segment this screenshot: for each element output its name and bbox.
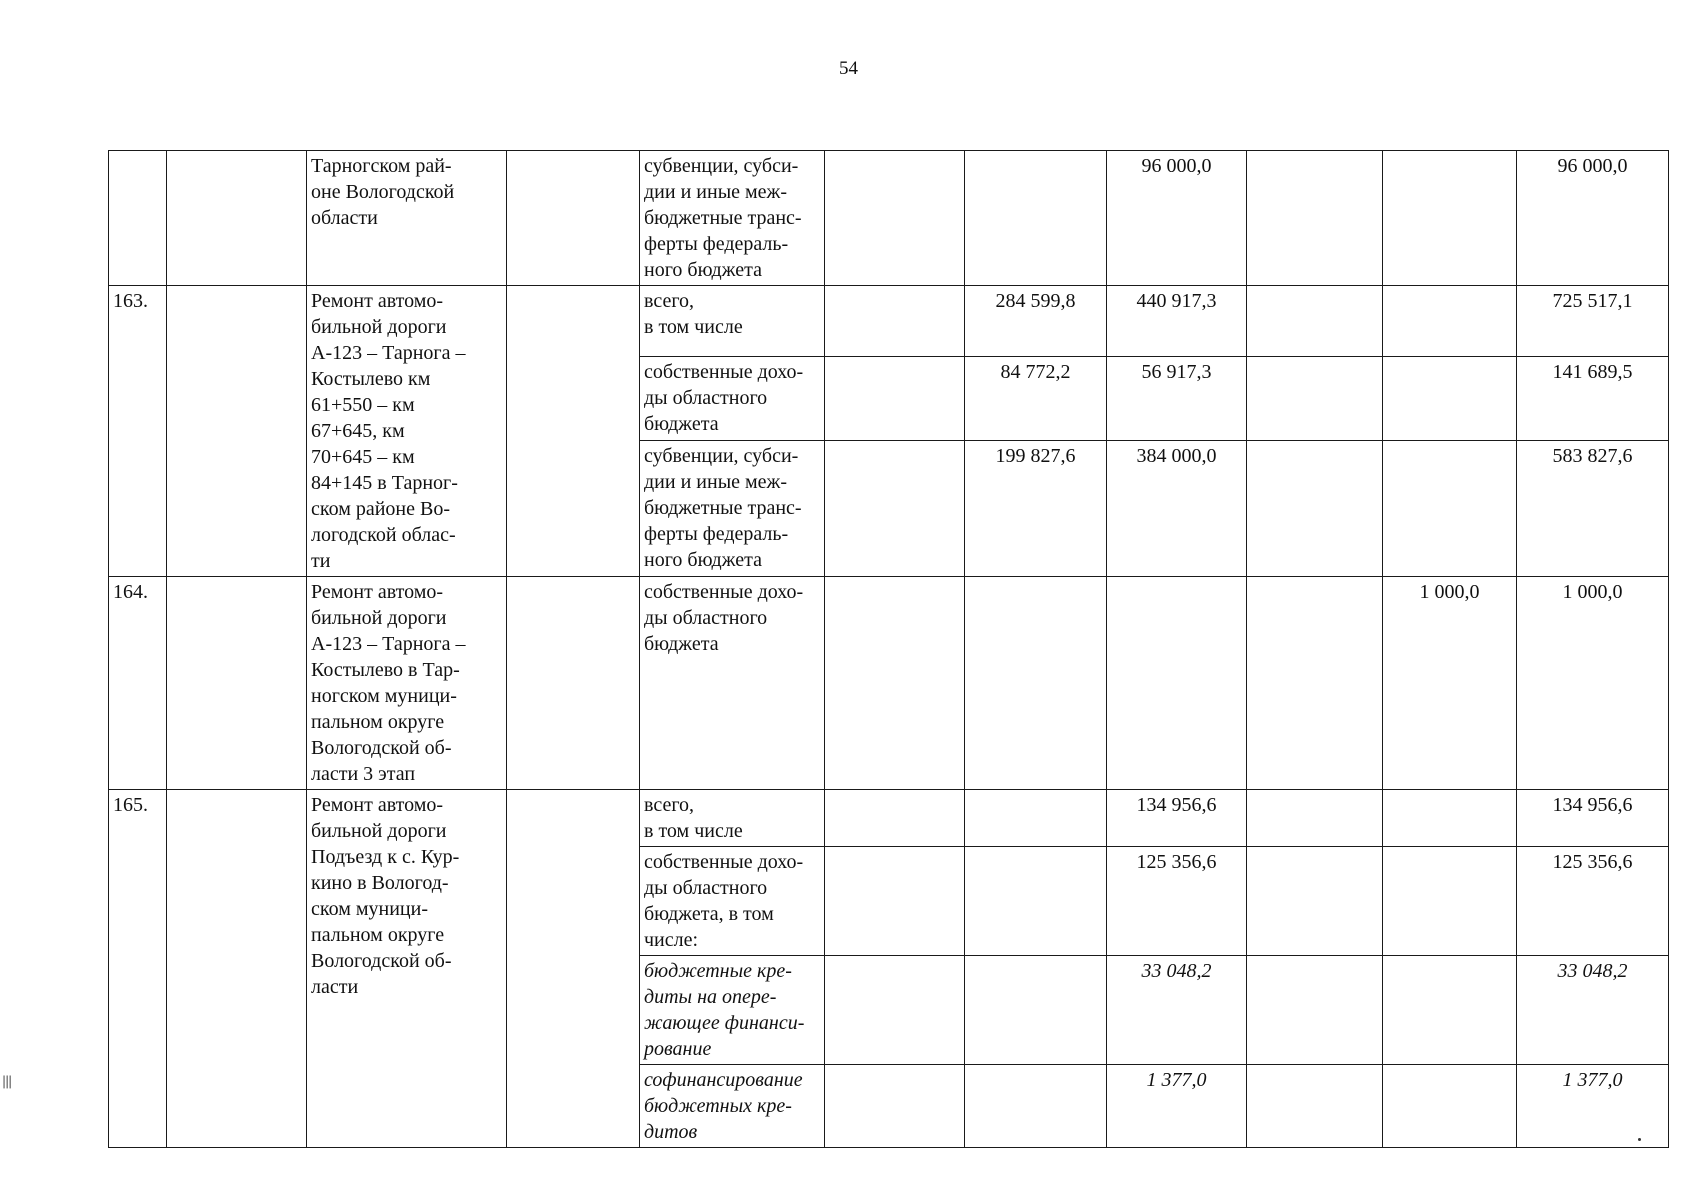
empty-cell <box>825 356 965 440</box>
empty-cell <box>825 790 965 847</box>
value-cell: 96 000,0 <box>1107 151 1247 286</box>
value-cell <box>1383 1065 1517 1148</box>
value-cell <box>1383 847 1517 956</box>
empty-cell <box>825 577 965 790</box>
value-cell <box>1383 440 1517 576</box>
empty-cell <box>167 286 307 577</box>
table-row <box>109 577 1669 790</box>
value-cell <box>1383 790 1517 847</box>
object-name-cell: Ремонт автомо- бильной дороги Подъезд к с. Кур- кино в Вологод- ском муници- пальном округе Вологодской об- ласти <box>307 790 507 1148</box>
empty-cell <box>167 151 307 286</box>
value-cell <box>1383 286 1517 357</box>
value-cell <box>1107 577 1247 790</box>
empty-cell <box>825 847 965 956</box>
value-cell <box>1247 956 1383 1065</box>
object-name-cell: Ремонт автомо- бильной дороги А-123 – Тарнога – Костылево в Тар- ногском муници- пальном округе Вологодской об- ласти 3 этап <box>307 577 507 790</box>
value-cell <box>965 847 1107 956</box>
value-cell: 33 048,2 <box>1107 956 1247 1065</box>
funding-source-cell: софинансирование бюджетных кре- дитов <box>640 1065 825 1148</box>
table-row <box>109 790 1669 847</box>
value-cell <box>1247 1065 1383 1148</box>
empty-cell <box>167 790 307 1148</box>
empty-cell <box>507 790 640 1148</box>
total-cell: 583 827,6 <box>1517 440 1669 576</box>
value-cell <box>1383 356 1517 440</box>
page-number: 54 <box>839 58 858 79</box>
value-cell <box>965 956 1107 1065</box>
value-cell: 1 377,0 <box>1107 1065 1247 1148</box>
value-cell <box>1247 790 1383 847</box>
value-cell <box>965 1065 1107 1148</box>
funding-source-cell: всего, в том числе <box>640 790 825 847</box>
budget-table <box>108 150 1669 1148</box>
row-number-cell: 165. <box>109 790 167 1148</box>
value-cell <box>965 151 1107 286</box>
funding-source-cell: собственные дохо- ды областного бюджета <box>640 356 825 440</box>
empty-cell <box>507 577 640 790</box>
funding-source-cell: субвенции, субси- дии и иные меж- бюджетные транс- ферты федераль- ного бюджета <box>640 151 825 286</box>
funding-source-cell: всего, в том числе <box>640 286 825 357</box>
value-cell <box>1247 151 1383 286</box>
empty-cell <box>507 286 640 577</box>
total-cell: 1 000,0 <box>1517 577 1669 790</box>
row-number-cell: 163. <box>109 286 167 577</box>
value-cell <box>1247 356 1383 440</box>
empty-cell <box>825 286 965 357</box>
total-cell: 134 956,6 <box>1517 790 1669 847</box>
funding-source-cell: собственные дохо- ды областного бюджета <box>640 577 825 790</box>
total-cell: 96 000,0 <box>1517 151 1669 286</box>
value-cell: 384 000,0 <box>1107 440 1247 576</box>
total-cell: 1 377,0 <box>1517 1065 1669 1148</box>
row-number-cell: 164. <box>109 577 167 790</box>
value-cell <box>1383 956 1517 1065</box>
funding-source-cell: субвенции, субси- дии и иные меж- бюджетные транс- ферты федераль- ного бюджета <box>640 440 825 576</box>
total-cell: 33 048,2 <box>1517 956 1669 1065</box>
empty-cell <box>167 577 307 790</box>
value-cell: 284 599,8 <box>965 286 1107 357</box>
value-cell: 125 356,6 <box>1107 847 1247 956</box>
empty-cell <box>507 151 640 286</box>
empty-cell <box>825 151 965 286</box>
value-cell: 1 000,0 <box>1383 577 1517 790</box>
scan-dot <box>1638 1138 1641 1141</box>
value-cell <box>1247 577 1383 790</box>
margin-mark: ∣∣∣ <box>2 1076 12 1091</box>
value-cell <box>1247 440 1383 576</box>
object-name-cell: Тарногском рай- оне Вологодской области <box>307 151 507 286</box>
object-name-cell: Ремонт автомо- бильной дороги А-123 – Тарнога – Костылево км 61+550 – км 67+645, км 70+645 – км 84+145 в Тарног- ском районе Во- логодской облас- ти <box>307 286 507 577</box>
total-cell: 141 689,5 <box>1517 356 1669 440</box>
empty-cell <box>825 440 965 576</box>
value-cell: 199 827,6 <box>965 440 1107 576</box>
value-cell: 84 772,2 <box>965 356 1107 440</box>
value-cell <box>965 790 1107 847</box>
funding-source-cell: бюджетные кре- диты на опере- жающее финанси- рование <box>640 956 825 1065</box>
row-number-cell <box>109 151 167 286</box>
value-cell <box>1247 286 1383 357</box>
value-cell <box>965 577 1107 790</box>
value-cell: 440 917,3 <box>1107 286 1247 357</box>
total-cell: 725 517,1 <box>1517 286 1669 357</box>
empty-cell <box>825 1065 965 1148</box>
empty-cell <box>825 956 965 1065</box>
total-cell: 125 356,6 <box>1517 847 1669 956</box>
table-row <box>109 151 1669 286</box>
value-cell <box>1247 847 1383 956</box>
value-cell: 134 956,6 <box>1107 790 1247 847</box>
funding-source-cell: собственные дохо- ды областного бюджета, в том числе: <box>640 847 825 956</box>
table-row <box>109 286 1669 357</box>
value-cell: 56 917,3 <box>1107 356 1247 440</box>
value-cell <box>1383 151 1517 286</box>
